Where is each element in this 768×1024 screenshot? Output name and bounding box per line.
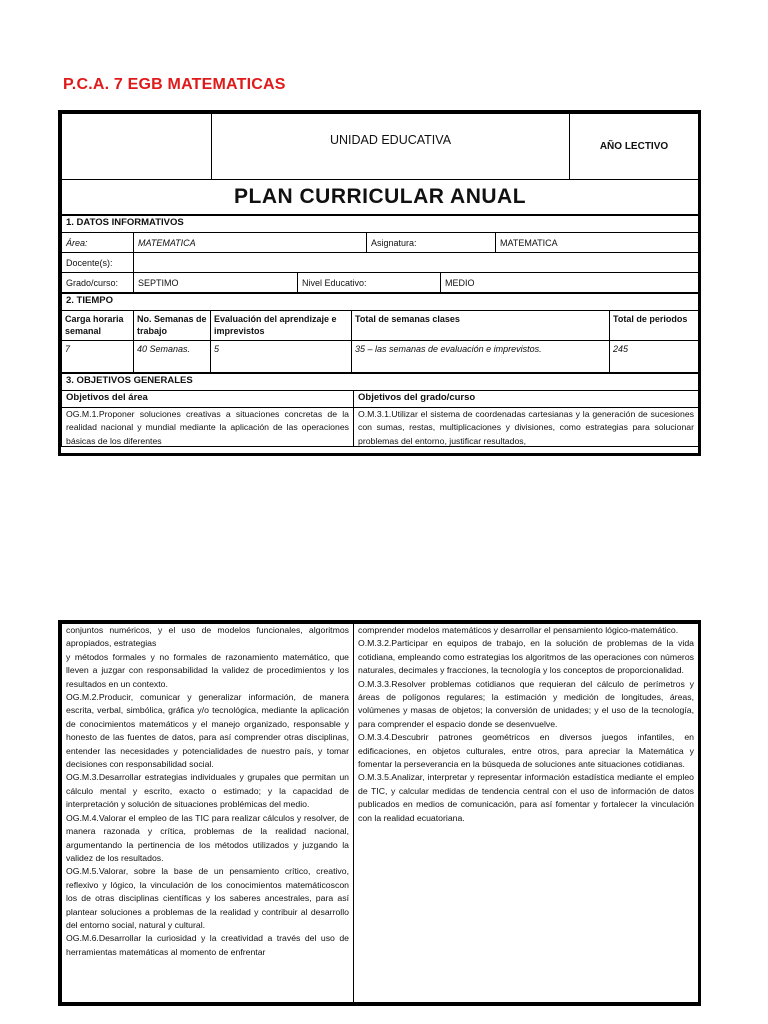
objective-text: OG.M.2.Producir, comunicar y generalizar información, de manera escrita, verbal, simbólica, gráfica y/o tecnológica, mediante la aplicación de conocimientos matemáticos y el manejo organizado, responsable y honesto de las fuentes de datos, para así comprender otras disciplinas, entender las necesidades y potencialidades de nuestro país, y tomar decisiones con responsabilidad social. — [66, 692, 349, 770]
objective-text: OG.M.3.Desarrollar estrategias individuales y grupales que permitan un cálculo mental y escrito, exacto o estimado; y la capacidad de interpretación y solución de situaciones problémicas del medio. — [66, 772, 349, 810]
plan-table-page-2 — [58, 620, 701, 1006]
col-objetivos-grado: Objetivos del grado/curso — [354, 391, 699, 408]
plan-title: PLAN CURRICULAR ANUAL — [62, 180, 699, 215]
tiempo-header: Carga horaria semanal — [62, 311, 134, 341]
objective-text: O.M.3.4.Descubrir patrones geométricos en diversos juegos infantiles, en edificaciones, en objetos culturales, entre otros, para apreciar la Matemática y fomentar la perseverancia en la búsqueda de soluciones ante situaciones cotidianas. — [358, 732, 694, 770]
grado-label: Grado/curso: — [62, 273, 134, 293]
tiempo-header: Total de semanas clases — [352, 311, 610, 341]
objetivos-area-cell — [62, 408, 354, 447]
nivel-label: Nivel Educativo: — [298, 273, 441, 293]
objetivos-area-cell — [62, 624, 354, 1003]
objective-text: comprender modelos matemáticos y desarrollar el pensamiento lógico-matemático. — [358, 625, 679, 635]
objective-text: OG.M.6.Desarrollar la curiosidad y la creatividad a través del uso de herramientas matemáticas al momento de enfrentar — [66, 933, 349, 957]
header-table — [61, 113, 699, 215]
objetivos-table — [61, 373, 699, 447]
docente-label: Docente(s): — [62, 253, 134, 273]
objective-text: OG.M.1.Proponer soluciones creativas a situaciones concretas de la realidad nacional y mundial mediante la aplicación de las operaciones básicas de los diferentes — [66, 409, 349, 446]
objective-text: conjuntos numéricos, y el uso de modelos funcionales, algoritmos apropiados, estrategias — [66, 625, 349, 649]
area-label: Área: — [62, 233, 134, 253]
tiempo-table — [61, 293, 699, 373]
docente-value — [134, 253, 699, 273]
tiempo-header: Evaluación del aprendizaje e imprevistos — [211, 311, 352, 341]
school-year-label: AÑO LECTIVO — [570, 114, 699, 180]
col-objetivos-area: Objetivos del área — [62, 391, 354, 408]
objective-text: y métodos formales y no formales de razonamiento matemático, que lleven a juzgar con responsabilidad la validez de procedimientos y los resultados en un contexto. — [66, 651, 349, 689]
tiempo-value: 5 — [211, 341, 352, 373]
objective-text: O.M.3.3.Resolver problemas cotidianos que requieran del cálculo de perímetros y áreas de polígonos regulares; la estimación y medición de longitudes, áreas, volúmenes y masas de objetos; la conversión de unidades; y el uso de la tecnología, para comprender el espacio donde se desenvuelve. — [358, 678, 694, 729]
section-objetivos: 3. OBJETIVOS GENERALES — [62, 374, 699, 391]
objective-text: OG.M.4.Valorar el empleo de las TIC para realizar cálculos y resolver, de manera razonada y crítica, problemas de la realidad nacional, argumentando la pertinencia de los métodos utilizados y juzgando la validez de los resultados. — [66, 812, 349, 863]
section-datos: 1. DATOS INFORMATIVOS — [62, 216, 699, 233]
objective-text: O.M.3.2.Participar en equipos de trabajo, en la solución de problemas de la vida cotidiana, empleando como estrategias los algoritmos de las operaciones con números naturales, decimales y fracciones, la tecnología y los conceptos de proporcionalidad. — [358, 638, 694, 676]
tiempo-header: Total de periodos — [610, 311, 699, 341]
datos-table — [61, 215, 699, 293]
area-value: MATEMATICA — [134, 233, 367, 253]
objetivos-continuation-table — [61, 623, 699, 1003]
tiempo-value: 245 — [610, 341, 699, 373]
section-tiempo: 2. TIEMPO — [62, 294, 699, 311]
objetivos-grado-cell — [354, 624, 699, 1003]
objective-text: O.M.3.5.Analizar, interpretar y representar información estadística mediante el empleo de TIC, y calcular medidas de tendencia central con el uso de información de datos publicados en medios de comunicación, para así fomentar y fortalecer la vinculación con la realidad ecuatoriana. — [358, 772, 694, 823]
tiempo-header: No. Semanas de trabajo — [134, 311, 211, 341]
school-name: UNIDAD EDUCATIVA — [212, 114, 570, 180]
tiempo-value: 35 – las semanas de evaluación e imprevistos. — [352, 341, 610, 373]
tiempo-value: 40 Semanas. — [134, 341, 211, 373]
objetivos-grado-cell — [354, 408, 699, 447]
nivel-value: MEDIO — [441, 273, 699, 293]
grado-value: SEPTIMO — [134, 273, 298, 293]
asignatura-value: MATEMATICA — [496, 233, 699, 253]
plan-table-page-1 — [58, 110, 701, 456]
logo-cell — [62, 114, 212, 180]
tiempo-value: 7 — [62, 341, 134, 373]
objective-text: OG.M.5.Valorar, sobre la base de un pensamiento crítico, creativo, reflexivo y lógico, la vinculación de los conocimientos matemáticoscon los de otras disciplinas científicas y los saberes ancestrales, para así plantear soluciones a problemas de la realidad y contribuir al desarrollo del entorno social, natural y cultural. — [66, 866, 349, 930]
document-title: P.C.A. 7 EGB MATEMATICAS — [63, 76, 286, 93]
asignatura-label: Asignatura: — [367, 233, 496, 253]
objective-text: O.M.3.1.Utilizar el sistema de coordenadas cartesianas y la generación de sucesiones con sumas, restas, multiplicaciones y divisiones, como estrategias para solucionar problemas del entorno, justificar resultados, — [358, 409, 695, 446]
